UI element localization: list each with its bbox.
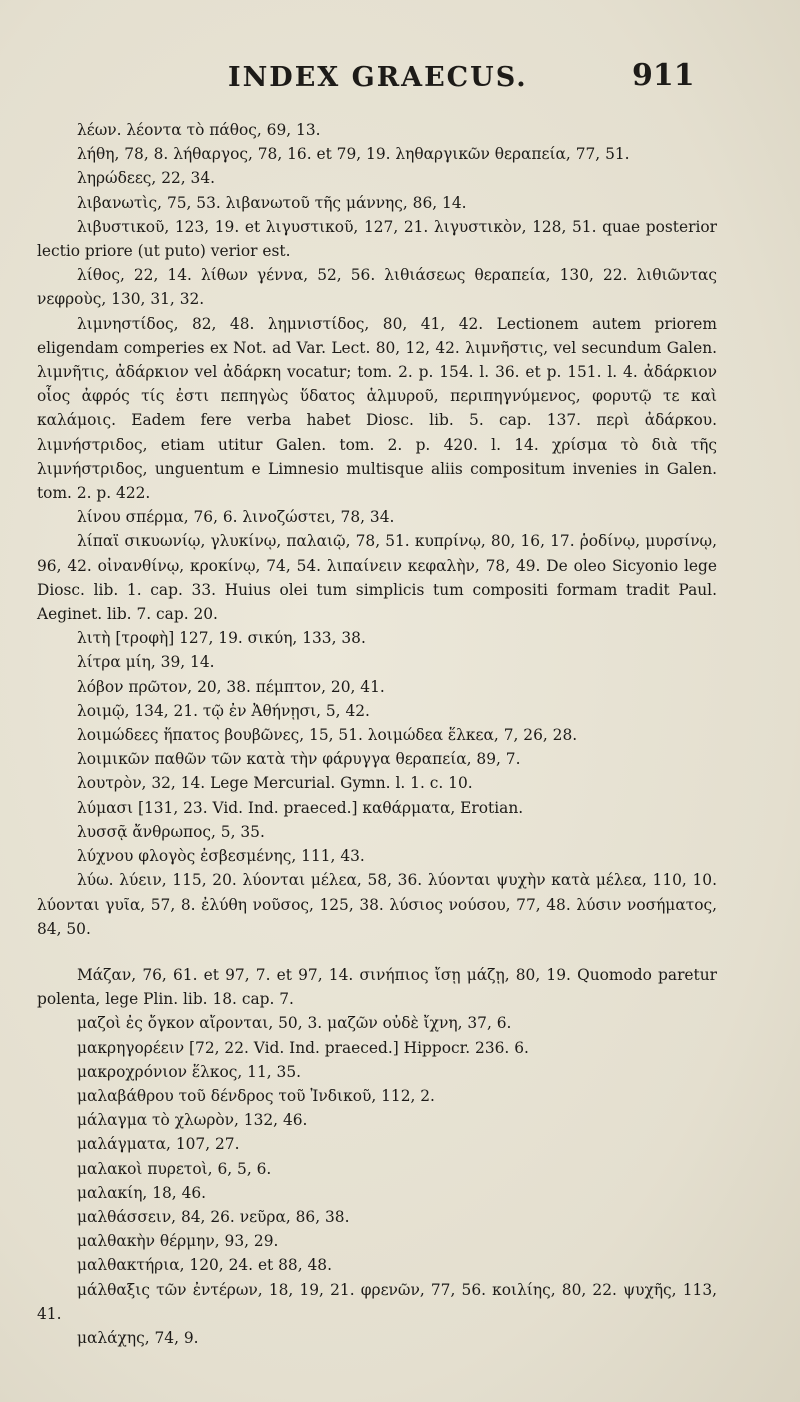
index-entry: λίπαϊ σικυωνίῳ, γλυκίνῳ, παλαιῷ, 78, 51. κυπρίνῳ, 80, 16, 17. ῥοδίνῳ, μυρσίνῳ, 96, 42. οἰνανθίνῳ, κροκίνῳ, 74, 54. λιπαίνειν κεφαλὴν, 78, 49. De oleo Sicyonio lege Diosc. lib. 1. cap. 33. Huius olei tum simplicis tum compositi formam tradit Paul. Aeginet. lib. 7. cap. 20. bbox=[37, 532, 717, 624]
index-entry: λύμασι [131, 23. Vid. Ind. praeced.] καθάρματα, Erotian. bbox=[77, 798, 524, 817]
index-entry: μαζοὶ ἐς ὄγκον αἴρονται, 50, 3. μαζῶν οὐδὲ ἴχνη, 37, 6. bbox=[77, 1014, 512, 1033]
index-entry: μαλάγματα, 107, 27. bbox=[77, 1135, 240, 1154]
index-entry: λιβανωτὶς, 75, 53. λιβανωτοῦ τῆς μάννης, 86, 14. bbox=[77, 193, 467, 212]
index-entry: λυσσᾷ ἄνθρωπος, 5, 35. bbox=[77, 822, 265, 841]
index-entry: λύχνου φλογὸς ἐσβεσμένης, 111, 43. bbox=[77, 847, 365, 866]
index-entry: μάλθαξις τῶν ἐντέρων, 18, 19, 21. φρενῶν, 77, 56. κοιλίης, 80, 22. ψυχῆς, 113, 41. bbox=[37, 1280, 717, 1323]
index-entry: μακροχρόνιον ἕλκος, 11, 35. bbox=[77, 1062, 302, 1081]
index-entry: λίνου σπέρμα, 76, 6. λινοζώστει, 78, 34. bbox=[77, 508, 395, 527]
running-header bbox=[0, 58, 800, 102]
index-entry: λίτρα μίη, 39, 14. bbox=[77, 653, 215, 672]
index-entry: μαλθάσσειν, 84, 26. νεῦρα, 86, 38. bbox=[77, 1207, 350, 1226]
index-entry: μαλαβάθρου τοῦ δένδρος τοῦ Ἰνδικοῦ, 112, 2. bbox=[77, 1086, 435, 1105]
index-entry: μαλθακὴν θέρμην, 93, 29. bbox=[77, 1232, 279, 1251]
index-entry: λοιμῷ, 134, 21. τῷ ἐν Ἀθήνῃσι, 5, 42. bbox=[77, 701, 370, 720]
index-entry: μαλθακτήρια, 120, 24. et 88, 48. bbox=[77, 1256, 332, 1275]
index-body bbox=[37, 118, 717, 1350]
index-entry: μάλαγμα τὸ χλωρὸν, 132, 46. bbox=[77, 1111, 308, 1130]
index-entry: μαλακίη, 18, 46. bbox=[77, 1183, 207, 1202]
index-entry: Μάζαν, 76, 61. et 97, 7. et 97, 14. σινήπιος ἴσῃ μάζῃ, 80, 19. Quomodo paretur polenta, lege Plin. lib. 18. cap. 7. bbox=[37, 965, 717, 1009]
index-entry: λήθη, 78, 8. λήθαργος, 78, 16. et 79, 19. ληθαργικῶν θεραπεία, 77, 51. bbox=[77, 145, 630, 164]
index-entry: μαλάχης, 74, 9. bbox=[77, 1328, 199, 1347]
index-entry: λιτὴ [τροφὴ] 127, 19. σικύη, 133, 38. bbox=[77, 629, 366, 648]
index-entry: λοιμώδεες ἥπατος βουβῶνες, 15, 51. λοιμώδεα ἕλκεα, 7, 26, 28. bbox=[77, 726, 578, 745]
index-entry: λέων. λέοντα τὸ πάθος, 69, 13. bbox=[77, 121, 321, 139]
index-entry: μαλακοὶ πυρετοὶ, 6, 5, 6. bbox=[77, 1159, 272, 1178]
index-entry: λόβον πρῶτον, 20, 38. πέμπτον, 20, 41. bbox=[77, 677, 385, 696]
index-entry: λίθος, 22, 14. λίθων γέννα, 52, 56. λιθιάσεως θεραπεία, 130, 22. λιθιῶντας νεφροὺς, 130, 31, 32. bbox=[37, 266, 717, 309]
index-entry: μακρηγορέειν [72, 22. Vid. Ind. praeced.] Hippocr. 236. 6. bbox=[77, 1038, 529, 1057]
index-entry: λιμνηστίδος, 82, 48. λημνιστίδος, 80, 41, 42. Lectionem autem priorem eligendam comperies ex Not. ad Var. Lect. 80, 12, 42. λιμνῆστις, vel secundum Galen. λιμνῆτις, ἀδάρκιον vel ἀδάρκη vocatur; tom. 2. p. 154. l. 36. et p. 151. l. 4. ἀδάρκιον οἷος ἀφρός τίς ἐστι πεπηγὼς ὕδατος ἁλμυροῦ, περιπηγνύμενος, φορυτῷ τε καὶ καλάμοις. Eadem fere verba habet Diosc. lib. 5. cap. 137. περὶ ἀδάρκου. λιμνήστριδος, etiam utitur Galen. tom. 2. p. 420. l. 14. χρίσμα τὸ διὰ τῆς λιμνήστριδος, unguentum e Limnesio multisque aliis compositum invenies in Galen. tom. 2. p. 422. bbox=[37, 314, 717, 503]
page-number: 911 bbox=[632, 58, 695, 93]
index-entry: ληρώδεες, 22, 34. bbox=[77, 169, 216, 188]
index-entry: λύω. λύειν, 115, 20. λύονται μέλεα, 58, 36. λύονται ψυχὴν κατὰ μέλεα, 110, 10. λύονται γυῖα, 57, 8. ἐλύθη νοῦσος, 125, 38. λύσιος νούσου, 77, 48. λύσιν νοσήματος, 84, 50. bbox=[37, 871, 717, 938]
index-entry: λιβυστικοῦ, 123, 19. et λιγυστικοῦ, 127, 21. λιγυστικὸν, 128, 51. quae posterior lectio priore (ut puto) verior est. bbox=[37, 217, 717, 261]
index-entry: λοιμικῶν παθῶν τῶν κατὰ τὴν φάρυγγα θεραπεία, 89, 7. bbox=[77, 750, 521, 769]
index-entry: λουτρὸν, 32, 14. Lege Mercurial. Gymn. l. 1. c. 10. bbox=[77, 774, 473, 793]
running-title: INDEX GRAECUS. bbox=[228, 62, 528, 93]
